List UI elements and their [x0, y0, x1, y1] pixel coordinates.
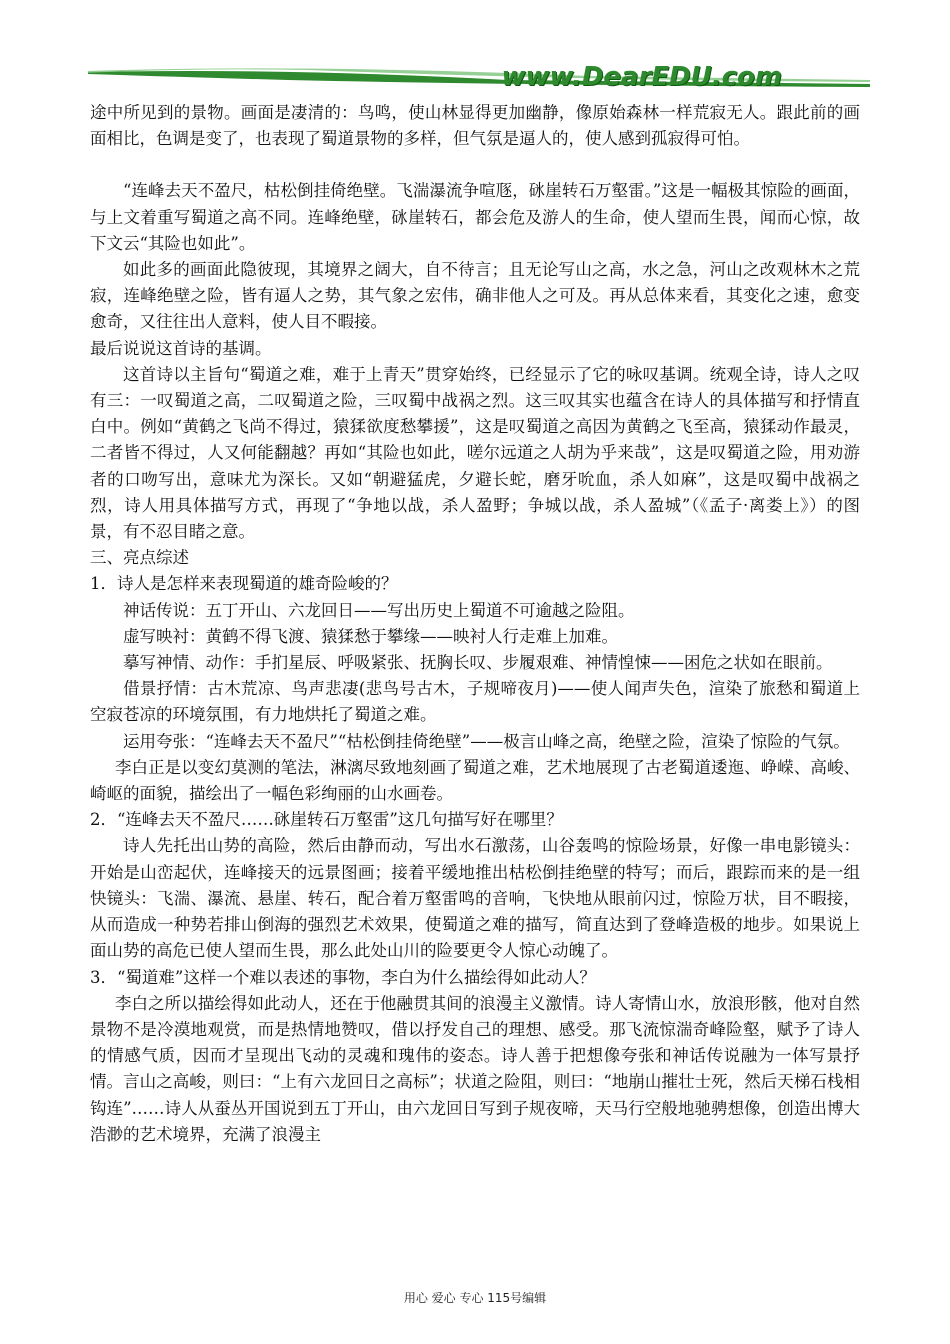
paragraph: 李白之所以描绘得如此动人，还在于他融贯其间的浪漫主义激情。诗人寄情山水，放浪形骸，他对自然景物不是冷漠地观赏，而是热情地赞叹，借以抒发自己的理想、感受。那飞流惊湍奇峰险壑，赋予了诗人的情感气质，因而才呈现出飞动的灵魂和瑰伟的姿态。诗人善于把想像夸张和神话传说融为一体写景抒情。言山之高峻，则曰：“上有六龙回日之高标”；状道之险阻，则曰：“地崩山摧壮士死，然后天梯石栈相钩连”……诗人从蚕丛开国说到五丁开山，由六龙回日写到子规夜啼，天马行空般地驰骋想像，创造出博大浩渺的艺术境界，充满了浪漫主 [90, 993, 860, 1144]
list-item: 虚写映衬：黄鹤不得飞渡、猿猱愁于攀缘——映衬人行走难上加难。 [123, 626, 618, 646]
list-item: 运用夸张：“连峰去天不盈尺”“枯松倒挂倚绝壁”——极言山峰之高，绝壁之险，渲染了惊险的气氛。 [123, 731, 850, 751]
question-heading: 2．“连峰去天不盈尺……砯崖转石万壑雷”这几句描写好在哪里？ [90, 810, 563, 830]
paragraph: 最后说说这首诗的基调。 [90, 338, 272, 358]
paragraph: 李白正是以变幻莫测的笔法，淋漓尽致地刻画了蜀道之难，艺术地展现了古老蜀道逶迤、峥嵘、高峻、崎岖的面貌，描绘出了一幅色彩绚丽的山水画卷。 [90, 757, 860, 804]
question-heading: 1．诗人是怎样来表现蜀道的雄奇险峻的？ [90, 574, 398, 594]
site-logo-text[interactable]: www.DearEDU.com [501, 62, 782, 92]
paragraph: “连峰去天不盈尺，枯松倒挂倚绝壁。飞湍瀑流争喧豗，砯崖转石万壑雷。”这是一幅极其惊险的画面，与上文着重写蜀道之高不同。连峰绝壁，砯崖转石，都会危及游人的生命，使人望而生畏，闻而心惊，故下文云“其险也如此”。 [90, 181, 860, 253]
paragraph: 如此多的画面此隐彼现，其境界之阔大，自不待言；且无论写山之高，水之急，河山之改观林木之荒寂，连峰绝壁之险，皆有逼人之势，其气象之宏伟，确非他人之可及。再从总体来看，其变化之速，愈变愈奇，又往往出人意料，使人目不暇接。 [90, 260, 860, 332]
list-item: 神话传说：五丁开山、六龙回日——写出历史上蜀道不可逾越之险阻。 [123, 600, 635, 620]
page-footer: 用心 爱心 专心 115号编辑 [403, 1291, 547, 1305]
site-header [88, 58, 870, 98]
list-item: 摹写神情、动作：手扪星辰、呼吸紧张、抚胸长叹、步履艰难、神情惶悚——困危之状如在眼前。 [123, 653, 833, 673]
paragraph: 这首诗以主旨句“蜀道之难，难于上青天”贯穿始终，已经显示了它的咏叹基调。统观全诗，诗人之叹有三：一叹蜀道之高，二叹蜀道之险，三叹蜀中战祸之烈。这三叹其实也蕴含在诗人的具体描写和抒情直白中。例如“黄鹤之飞尚不得过，猿猱欲度愁攀援”，这是叹蜀道之高因为黄鹤之飞至高，猿猱动作最灵，二者皆不得过，人又何能翻越？再如“其险也如此，嗟尔远道之人胡为乎来哉”，这是叹蜀道之险，用劝游者的口吻写出，意味尤为深长。又如“朝避猛虎，夕避长蛇，磨牙吮血，杀人如麻”，这是叹蜀中战祸之烈，诗人用具体描写方式，再现了“争地以战，杀人盈野；争城以战，杀人盈城”（《孟子·离娄上》）的图景，有不忍目睹之意。 [90, 364, 860, 542]
list-item: 借景抒情：古木荒凉、鸟声悲凄(悲鸟号古木，子规啼夜月)——使人闻声失色，渲染了旅愁和蜀道上空寂苍凉的环境氛围，有力地烘托了蜀道之难。 [90, 679, 860, 725]
paragraph: 途中所见到的景物。画面是凄清的：鸟鸣，使山林显得更加幽静，像原始森林一样荒寂无人。跟此前的画面相比，色调是变了，也表现了蜀道景物的多样，但气氛是逼人的，使人感到孤寂得可怕。 [90, 103, 860, 149]
paragraph: 诗人先托出山势的高险，然后由静而动，写出水石激荡，山谷轰鸣的惊险场景，好像一串电影镜头：开始是山峦起伏，连峰接天的远景图画；接着平缓地推出枯松倒挂绝壁的特写；而后，跟踪而来的是一组快镜头：飞湍、瀑流、悬崖、转石，配合着万壑雷鸣的音响，飞快地从眼前闪过，惊险万状，目不暇接，从而造成一种势若排山倒海的强烈艺术效果，使蜀道之难的描写，简直达到了登峰造极的地步。如果说上面山势的高危已使人望而生畏，那么此处山川的险要更令人惊心动魄了。 [90, 836, 860, 961]
document-body [90, 100, 860, 1148]
question-heading: 3．“蜀道难”这样一个难以表述的事物，李白为什么描绘得如此动人？ [90, 967, 596, 987]
section-heading: 三、亮点综述 [90, 548, 189, 568]
